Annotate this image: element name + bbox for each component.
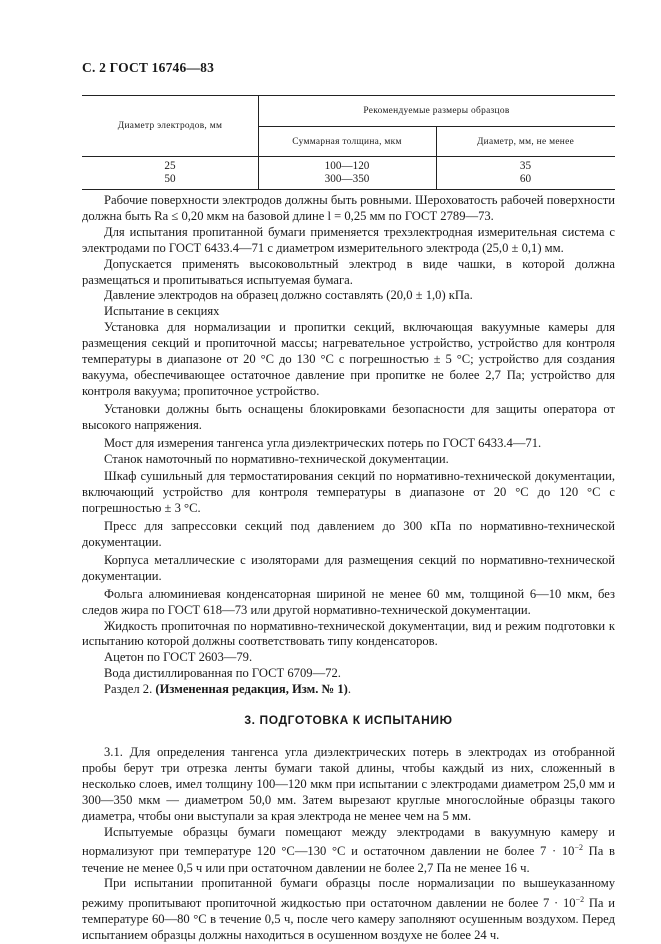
paragraph-part: Испытуемые образцы бумаги помещают между электродами в вакуумную камеру и нормализуют при температуре 120 °С—130 °С и остаточном давлении не более 7 · 10: [82, 824, 615, 859]
table-top-rule: [82, 95, 615, 96]
paragraph: Установка для нормализации и пропитки секций, включающая вакуумные камеры для размещения секций и пропиточной массы; нагревательное устройство, устройство для контроля температуры в диапазоне от 20 °С до 130 °С с погрешностью ± 5 °С; устройство для создания вакуума, обеспечивающее остаточное давление при пропитке не более 2,7 Па; устройство для контроля вакуума; пропиточное устройство.: [82, 320, 615, 398]
paragraph: Фольга алюминиевая конденсаторная шириной не менее 60 мм, толщиной 6—10 мкм, без следов жира по ГОСТ 618—73 или другой нормативно-технической документации.: [82, 586, 615, 617]
change-note-bold: (Измененная редакция, Изм. № 1): [155, 682, 348, 697]
change-note-suffix: .: [347, 682, 352, 697]
page-header: С. 2 ГОСТ 16746—83: [82, 60, 215, 75]
paragraph: 3.1. Для определения тангенса угла диэлектрических потерь в электродах из отобранной пробы берут три отрезка ленты бумаги такой длины, чтобы каждый из них, сложенный в несколько слоев, имел толщину 100—120 мкм при испытании с электродами диаметром 25,0 мм и 300—350 мкм — диаметром 50,0 мм. Затем вырезают круглые многослойные образцы такого диаметра, чтобы они выступали за края электрода не менее чем на 5 мм.: [82, 745, 615, 823]
paragraph: Рабочие поверхности электродов должны быть ровными. Шероховатость рабочей поверхности должна быть Ra ≤ 0,20 мкм на базовой длине l = 0,25 мм по ГОСТ 2789—73.: [82, 193, 615, 223]
table-bottom-rule: [82, 189, 615, 190]
paragraph: Ацетон по ГОСТ 2603—79.: [104, 650, 253, 665]
paragraph: Станок намоточный по нормативно-технической документации.: [104, 451, 449, 466]
paragraph: [82, 876, 615, 944]
body-text: [82, 193, 615, 944]
table-cell: 300—350: [324, 173, 370, 185]
paragraph: Вода дистиллированная по ГОСТ 6709—72.: [104, 666, 341, 681]
exponent: −2: [574, 843, 583, 853]
paragraph: Давление электродов на образец должно составлять (20,0 ± 1,0) кПа.: [104, 288, 473, 303]
paragraph: Мост для измерения тангенса угла диэлектрических потерь по ГОСТ 6433.4—71.: [104, 435, 542, 450]
change-note: [82, 682, 615, 698]
paragraph: Для испытания пропитанной бумаги применяется трехэлектродная измерительная система с электродами по ГОСТ 6433.4—71 с диаметром измерительного электрода (25,0 ± 0,1) мм.: [82, 224, 615, 255]
table-cell: 100—120: [324, 160, 370, 172]
table-cell: 50: [164, 173, 176, 185]
exponent: −2: [575, 895, 585, 905]
table-header-rule: [82, 156, 615, 157]
paragraph: Корпуса металлические с изоляторами для размещения секций по нормативно-технической документации.: [82, 552, 615, 583]
paragraph-part: Па и температуре 60—80 °С в течение 0,5 ч, после чего камеру заполняют осушенным воздухом. Перед испытанием образцы должны находиться в осушенном воздухе не более 24 ч.: [82, 896, 615, 943]
col-header-diameter: Диаметр электродов, мм: [117, 121, 223, 131]
table-cell: 25: [164, 160, 176, 172]
col-header-thickness: Суммарная толщина, мкм: [292, 137, 402, 147]
group-header: Рекомендуемые размеры образцов: [363, 106, 510, 116]
table-cell: 35: [519, 160, 532, 172]
paragraph: Шкаф сушильный для термостатирования секций по нормативно-технической документации, включающий устройство для контроля температуры в диапазоне от 20 °С до 120 °С с погрешностью ± 3 °С.: [82, 469, 615, 516]
table-cell: 60: [519, 173, 532, 185]
paragraph-part: Па в течение не менее 0,5 ч или при остаточном давлении не более 2,7 Па не менее 16 ч.: [82, 844, 615, 875]
change-note-prefix: Раздел 2.: [104, 682, 153, 697]
paragraph: Допускается применять высоковольтный электрод в виде чашки, в которой должна размещаться и пропитываться испытуемая бумага.: [82, 256, 615, 287]
col-header-min-diameter: Диаметр, мм, не менее: [476, 137, 575, 147]
paragraph: Пресс для запрессовки секций под давлением до 300 кПа по нормативно-технической документации.: [82, 519, 615, 550]
paragraph: Установки должны быть оснащены блокировками безопасности для защиты оператора от высокого напряжения.: [82, 401, 615, 432]
paragraph: Жидкость пропиточная по нормативно-технической документации, вид и режим подготовки к испытанию которой должны соответствовать типу конденсаторов.: [82, 618, 615, 649]
section-heading: 3. ПОДГОТОВКА К ИСПЫТАНИЮ: [244, 713, 453, 728]
paragraph: [82, 825, 615, 877]
paragraph-part: При испытании пропитанной бумаги образцы после нормализации по вышеуказанному режиму пропитывают пропиточной жидкостью при остаточном давлении не более 7 · 10: [82, 876, 615, 911]
subsection-label: Испытание в секциях: [104, 304, 220, 319]
